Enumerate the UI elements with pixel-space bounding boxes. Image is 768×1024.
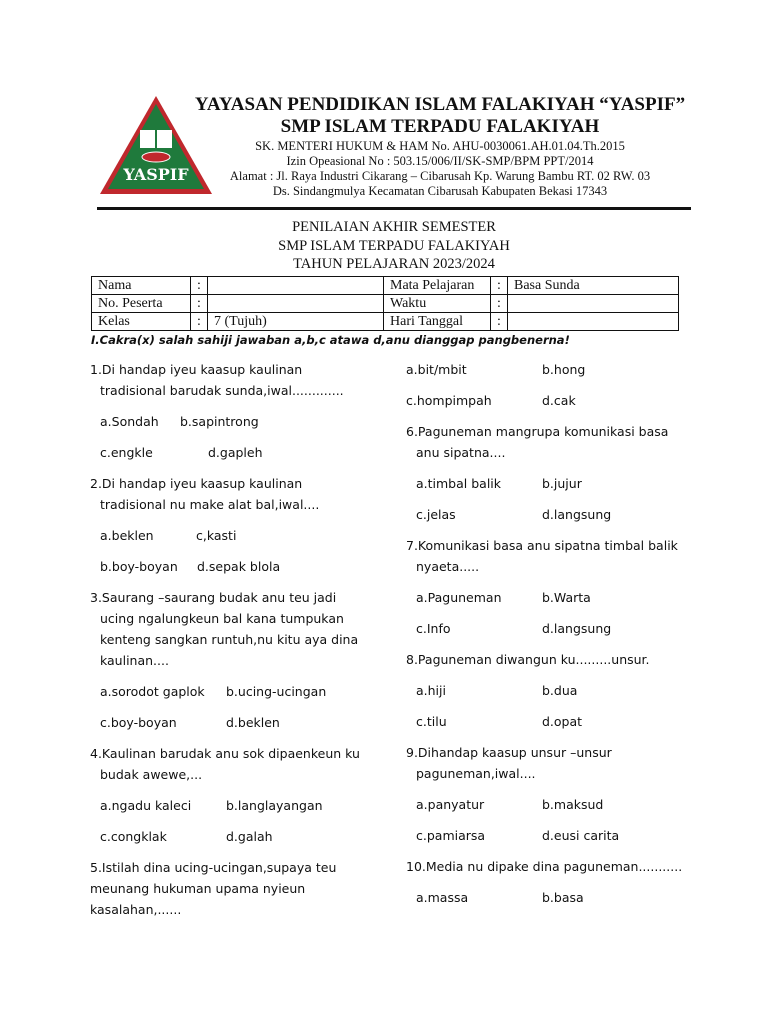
option-d[interactable]: d.cak — [542, 393, 576, 408]
option-d[interactable]: d.gapleh — [208, 445, 263, 460]
question-text: paguneman,iwal.... — [416, 766, 536, 781]
question-text: 9.Dihandap kaasup unsur –unsur — [406, 745, 612, 760]
option-c[interactable]: c.hompimpah — [406, 393, 492, 408]
question-text: nyaeta..... — [416, 559, 480, 574]
question-text: budak awewe,... — [100, 767, 203, 782]
option-b[interactable]: b.ucing-ucingan — [226, 684, 327, 699]
option-d[interactable]: d.galah — [226, 829, 273, 844]
option-c[interactable]: c.pamiarsa — [416, 828, 486, 843]
question-text: 2.Di handap iyeu kaasup kaulinan — [90, 476, 303, 491]
question-text: anu sipatna.... — [416, 445, 506, 460]
option-a[interactable]: a.hiji — [416, 683, 446, 698]
colon: : — [191, 277, 208, 295]
options-row — [90, 556, 380, 577]
time-label: Waktu — [384, 295, 491, 313]
option-a[interactable]: a.Sondah — [100, 414, 159, 429]
option-b[interactable]: b.Warta — [542, 590, 591, 605]
name-field[interactable] — [208, 277, 384, 295]
subject-value: Basa Sunda — [508, 277, 679, 295]
address-line: Alamat : Jl. Raya Industri Cikarang – Cibarusah Kp. Warung Bambu RT. 02 RW. 03 — [229, 169, 651, 183]
options-row — [90, 442, 380, 463]
option-d[interactable]: d.langsung — [542, 507, 612, 522]
date-label: Hari Tanggal — [384, 313, 491, 331]
question-text: 3.Saurang –saurang budak anu teu jadi — [90, 590, 337, 605]
option-a[interactable]: a.massa — [416, 890, 469, 905]
address-line-2: Ds. Sindangmulya Kecamatan Cibarusah Kabupaten Bekasi 17343 — [272, 184, 608, 198]
question-8 — [406, 649, 706, 670]
question-text: 10.Media nu dipake dina paguneman........... — [406, 859, 683, 874]
option-b[interactable]: b.maksud — [542, 797, 604, 812]
license-number: Izin Opeasional No : 503.15/006/II/SK-SMP/BPM PPT/2014 — [286, 154, 594, 168]
left-question-column — [90, 359, 380, 920]
question-3 — [90, 587, 380, 671]
question-text: ucing ngalungkeun bal kana tumpukan — [100, 611, 344, 626]
participant-number-field[interactable] — [208, 295, 384, 313]
option-a[interactable]: a.timbal balik — [416, 476, 502, 491]
question-text: kasalahan,...... — [90, 902, 182, 917]
question-text: kenteng sangkan runtuh,nu kitu aya dina — [100, 632, 359, 647]
colon: : — [491, 277, 508, 295]
question-text: tradisional barudak sunda,iwal............. — [100, 383, 344, 398]
question-text: 8.Paguneman diwangun ku.........unsur. — [406, 652, 650, 667]
option-a[interactable]: a.sorodot gaplok — [100, 684, 205, 699]
date-field[interactable] — [508, 313, 679, 331]
foundation-name: YAYASAN PENDIDIKAN ISLAM FALAKIYAH “YASPIF” — [194, 94, 686, 115]
options-row — [406, 794, 706, 815]
option-d[interactable]: d.beklen — [226, 715, 280, 730]
option-d[interactable]: d.eusi carita — [542, 828, 620, 843]
question-7 — [406, 535, 706, 577]
question-4 — [90, 743, 380, 785]
colon: : — [491, 295, 508, 313]
options-row — [90, 525, 380, 546]
option-c[interactable]: c.jelas — [416, 507, 456, 522]
option-b[interactable]: b.langlayangan — [226, 798, 323, 813]
options-row — [90, 411, 380, 432]
colon: : — [491, 313, 508, 331]
options-row — [406, 359, 706, 380]
options-row — [90, 712, 380, 733]
student-info-table — [91, 276, 679, 331]
options-row — [406, 587, 706, 608]
table-row — [92, 295, 679, 313]
question-10 — [406, 856, 706, 877]
option-a[interactable]: a.ngadu kaleci — [100, 798, 192, 813]
logo-text: YASPIF — [123, 165, 189, 184]
question-text: 5.Istilah dina ucing-ucingan,supaya teu — [90, 860, 337, 875]
option-b[interactable]: b.boy-boyan — [100, 559, 178, 574]
option-a[interactable]: a.panyatur — [416, 797, 485, 812]
question-text: meunang hukuman upama nyieun — [90, 881, 306, 896]
options-row — [90, 795, 380, 816]
table-row — [92, 313, 679, 331]
options-row — [90, 681, 380, 702]
exam-title: PENILAIAN AKHIR SEMESTER — [292, 219, 496, 235]
option-c[interactable]: c.Info — [416, 621, 451, 636]
subject-label: Mata Pelajaran — [384, 277, 491, 295]
options-row — [406, 390, 706, 411]
options-row — [406, 825, 706, 846]
question-2 — [90, 473, 380, 515]
table-row — [92, 277, 679, 295]
option-a[interactable]: a.bit/mbit — [406, 362, 467, 377]
option-b[interactable]: b.hong — [542, 362, 586, 377]
question-text: 1.Di handap iyeu kaasup kaulinan — [90, 362, 303, 377]
colon: : — [191, 313, 208, 331]
option-b[interactable]: b.jujur — [542, 476, 582, 491]
question-text: 4.Kaulinan barudak anu sok dipaenkeun ku — [90, 746, 360, 761]
exam-year: TAHUN PELAJARAN 2023/2024 — [293, 256, 495, 272]
options-row — [406, 711, 706, 732]
option-a[interactable]: a.Paguneman — [416, 590, 502, 605]
options-row — [406, 504, 706, 525]
instruction-text: I.Cakra(x) salah sahiji jawaban a,b,c atawa d,anu dianggap pangbenerna! — [91, 333, 570, 347]
option-a[interactable]: a.beklen — [100, 528, 154, 543]
decree-number: SK. MENTERI HUKUM & HAM No. AHU-0030061.AH.01.04.Th.2015 — [255, 139, 625, 153]
name-label: Nama — [92, 277, 191, 295]
option-d[interactable]: d.langsung — [542, 621, 612, 636]
option-b[interactable]: b.basa — [542, 890, 584, 905]
question-text: tradisional nu make alat bal,iwal.... — [100, 497, 320, 512]
option-b[interactable]: b.sapintrong — [180, 414, 259, 429]
options-row — [406, 618, 706, 639]
option-c[interactable]: c,kasti — [196, 528, 237, 543]
right-question-column — [406, 359, 706, 908]
time-field[interactable] — [508, 295, 679, 313]
option-d[interactable]: d.opat — [542, 714, 583, 729]
exam-school: SMP ISLAM TERPADU FALAKIYAH — [278, 238, 510, 254]
question-5 — [90, 857, 380, 920]
header-divider — [97, 207, 691, 210]
options-row — [406, 887, 706, 908]
option-c[interactable]: c.tilu — [416, 714, 447, 729]
class-label: Kelas — [92, 313, 191, 331]
options-row — [406, 473, 706, 494]
question-1 — [90, 359, 380, 401]
option-b[interactable]: b.dua — [542, 683, 578, 698]
question-text: 6.Paguneman mangrupa komunikasi basa — [406, 424, 669, 439]
school-name: SMP ISLAM TERPADU FALAKIYAH — [280, 116, 600, 137]
question-6 — [406, 421, 706, 463]
options-row — [406, 680, 706, 701]
class-value: 7 (Tujuh) — [208, 313, 384, 331]
colon: : — [191, 295, 208, 313]
question-text: kaulinan.... — [100, 653, 169, 668]
question-text: 7.Komunikasi basa anu sipatna timbal balik — [406, 538, 678, 553]
option-c[interactable]: c.boy-boyan — [100, 715, 177, 730]
option-c[interactable]: c.congklak — [100, 829, 167, 844]
option-c[interactable]: c.engkle — [100, 445, 153, 460]
question-9 — [406, 742, 706, 784]
option-d[interactable]: d.sepak blola — [197, 559, 281, 574]
participant-number-label: No. Peserta — [92, 295, 191, 313]
options-row — [90, 826, 380, 847]
